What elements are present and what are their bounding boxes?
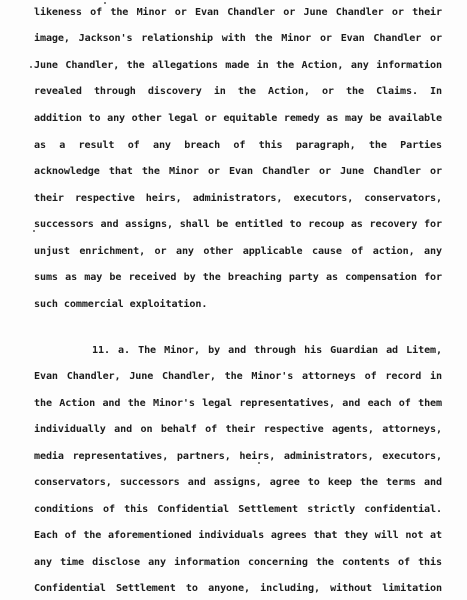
text-line: such commercial exploitation. [34, 299, 208, 310]
scan-speck [33, 230, 35, 232]
text-line: unjust enrichment, or any other applicable cause of action, any [34, 246, 442, 257]
text-line: addition to any other legal or equitable remedy as may be available [34, 113, 442, 124]
text-line: Each of the aforementioned individuals agrees that they will not at [34, 530, 442, 541]
text-line: Evan Chandler, June Chandler, the Minor's attorneys of record in [34, 371, 442, 382]
text-line: conservators, successors and assigns, agree to keep the terms and [34, 477, 442, 488]
text-line: individually and on behalf of their respective agents, attorneys, [34, 424, 442, 435]
text-line: successors and assigns, shall be entitled to recoup as recovery for [34, 219, 442, 230]
text-line: any time disclose any information concerning the contents of this [34, 557, 442, 568]
text-line: image, Jackson's relationship with the Minor or Evan Chandler or [34, 33, 442, 44]
text-line: the Action and the Minor's legal representatives, and each of them [34, 398, 442, 409]
text-line: Confidential Settlement to anyone, including, without limitation [34, 583, 442, 594]
text-line: as a result of any breach of this paragraph, the Parties [34, 140, 442, 151]
text-line: likeness of the Minor or Evan Chandler or June Chandler or their [34, 7, 442, 18]
text-line: conditions of this Confidential Settlement strictly confidential. [34, 504, 442, 515]
text-line: revealed through discovery in the Action, or the Claims. In [34, 86, 442, 97]
scan-speck [104, 2, 106, 4]
scan-speck [30, 66, 32, 68]
text-line: media representatives, partners, heirs, administrators, executors, [34, 451, 442, 462]
text-line: June Chandler, the allegations made in the Action, any information [34, 60, 442, 71]
text-line: acknowledge that the Minor or Evan Chandler or June Chandler or [34, 166, 442, 177]
text-line: sums as may be received by the breaching party as compensation for [34, 272, 442, 283]
text-line: their respective heirs, administrators, executors, conservators, [34, 193, 442, 204]
scan-speck [258, 462, 260, 464]
paragraph-heading-11a: 11. a. The Minor, by and through his Guardian ad Litem, [92, 345, 442, 356]
